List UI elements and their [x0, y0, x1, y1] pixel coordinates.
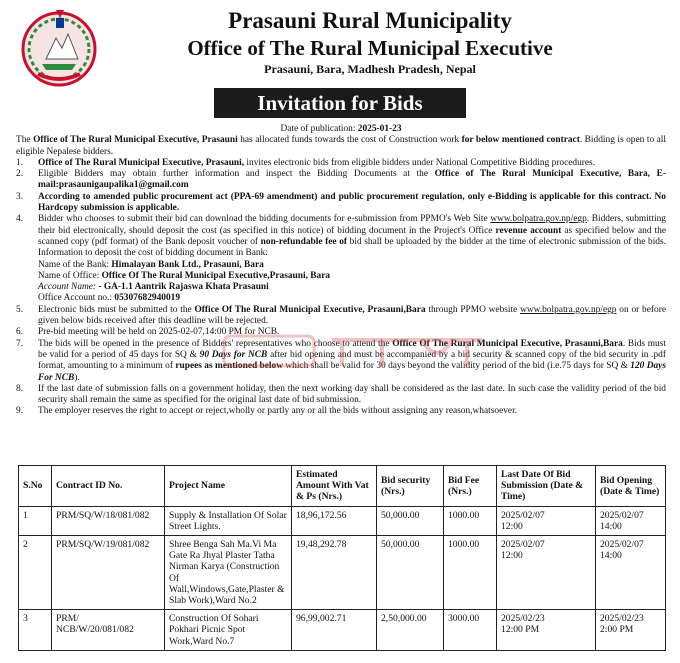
table-cell: 2025/02/23 2:00 PM — [596, 610, 666, 651]
item-bold: revenue account — [495, 225, 562, 236]
list-item — [16, 214, 666, 304]
item-bold-italic: 90 Days for NCB — [199, 349, 268, 360]
col-sno: S.No — [19, 466, 52, 507]
item-text: Pre-bid meeting will be held on 2025-02-07,14:00 PM for NCB. — [38, 327, 280, 338]
table-cell: 2025/02/07 12:00 — [497, 536, 596, 610]
pub-date-label: Date of publication: — [280, 124, 358, 134]
item-bold: Office of The Rural Municipal Executive, Prasauni, — [38, 157, 245, 168]
item-bold: rupees as mentioned below — [175, 361, 283, 372]
item-number: 6. — [16, 327, 24, 338]
table-cell: PRM/SQ/W/18/081/082 — [52, 506, 165, 535]
item-bold: According to amended public procurement act (PPA-69 amendment) and public procurement regulation, only e-Bidding is applicable for this contract. No Hardcopy submission is applicable. — [38, 191, 666, 214]
item-text: The bids will be opened in the presence of Bidders' representatives who choose to attend the — [38, 338, 393, 349]
pub-date-value: 2025-01-23 — [357, 124, 402, 134]
bank-details — [38, 260, 666, 305]
item-text: . Bids must be valid for a period of 45 days for SQ & — [38, 338, 666, 360]
table-cell: 50,000.00 — [377, 506, 444, 535]
table-row — [19, 610, 666, 651]
table-cell: 2025/02/23 12:00 PM — [497, 610, 596, 651]
item-text: bid shall be uploaded by the bidder at the time of electronic submission of the bids. Information to deposit the cost of bidding document in Bank: — [38, 236, 666, 259]
item-text: Eligible Bidders may obtain further information and inspect the Bidding Documents at the — [38, 169, 435, 180]
item-bold: non-refundable fee of — [260, 236, 348, 247]
col-contract-id: Contract ID No. — [52, 466, 165, 507]
table-cell: 19,48,292.78 — [292, 536, 377, 610]
col-project-name: Project Name — [165, 466, 292, 507]
account-no-label: Office Account no.: — [38, 293, 115, 304]
item-bold-italic: 120 Days For NCB — [38, 361, 666, 383]
item-text: If the last date of submission falls on a government holiday, then the next working day shall be considered as the last date. In such case the validity period of the bid security shall remain the same as specified for the original last date of bid submission. — [38, 383, 666, 406]
table-cell: 2 — [19, 536, 52, 610]
list-item — [16, 158, 666, 169]
office-name: Office Of The Rural Municipal Executive,Prasauni, Bara — [101, 270, 331, 281]
publication-date — [16, 124, 666, 135]
item-bold: Office Of The Rural Municipal Executive, Prasauni,Bara — [392, 338, 623, 349]
watermark-logo-icon — [222, 330, 492, 372]
item-number: 5. — [16, 304, 24, 315]
item-text: after bid opening and must be accompanied by a bid security & scanned copy of the bid security in .pdf format, amounting to a minimum of — [38, 349, 666, 372]
intro-paragraph — [16, 135, 666, 158]
intro-text: The — [16, 135, 34, 146]
item-text: through PPMO website — [425, 304, 521, 315]
table-cell: Shree Benga Sah Ma.Vi Ma Gate Ra Jhyal Plaster Tatha Nirman Karya (Construction Of Wall,Windows,Gate,Plaster & Slab Work),Ward No.2 — [165, 536, 292, 610]
item-text: as specified below and the scanned copy (pdf format) of the Bank deposit voucher of — [38, 225, 667, 247]
item-number: 7. — [16, 338, 24, 349]
table-cell: 50,000.00 — [377, 536, 444, 610]
item-number: 3. — [16, 191, 24, 202]
item-text: Bidder who chooses to submit their bid can download the bidding documents for e-submission from PPMO's Web Site — [38, 214, 491, 225]
table-cell: Supply & Installation Of Solar Street Lights. — [165, 506, 292, 535]
bank-name: Himalayan Bank Ltd., Prasauni, Bara — [111, 259, 264, 270]
item-text: invites electronic bids from eligible bidders under National Competitive Bidding procedures. — [244, 157, 596, 168]
table-cell: PRM/SQ/W/19/081/082 — [52, 536, 165, 610]
table-cell: 2,50,000.00 — [377, 610, 444, 651]
table-cell: 96,99,002.71 — [292, 610, 377, 651]
table-header-row — [19, 466, 666, 507]
account-no: 05307682940019 — [114, 293, 180, 304]
col-last-date: Last Date Of Bid Submission (Date & Time) — [497, 466, 596, 507]
table-cell: 18,96,172.56 — [292, 506, 377, 535]
table-cell: 1 — [19, 506, 52, 535]
item-text: which shall be valid for 30 days beyond the validity period of the bid (i.e.75 days for SQ & — [283, 361, 631, 372]
item-number: 2. — [16, 169, 24, 180]
bank-label: Name of the Bank: — [38, 259, 112, 270]
table-cell: 1000.00 — [444, 536, 497, 610]
item-number: 9. — [16, 406, 24, 417]
intro-bold: for below mentioned contract — [461, 135, 580, 146]
office-title: Office of The Rural Municipal Executive — [187, 36, 553, 60]
item-text: Electronic bids must be submitted to the — [38, 304, 195, 315]
col-bid-security: Bid security (Nrs.) — [377, 466, 444, 507]
col-estimated-amount: Estimated Amount With Vat & Ps (Nrs.) — [292, 466, 377, 507]
notice-header — [0, 0, 680, 88]
col-bid-fee: Bid Fee (Nrs.) — [444, 466, 497, 507]
item-number: 1. — [16, 157, 24, 168]
municipality-title: Prasauni Rural Municipality — [228, 8, 512, 33]
intro-office: Office of The Rural Municipal Executive, Prasauni — [33, 135, 238, 146]
table-cell: PRM/ NCB/W/20/081/082 — [52, 610, 165, 651]
bolpatra-link[interactable]: www.bolpatra.gov.np/egp — [520, 304, 617, 315]
account-name-label: Account Name: — [38, 282, 99, 293]
notice-list — [16, 158, 666, 418]
item-number: 8. — [16, 383, 24, 394]
item-text: ). — [74, 372, 80, 383]
table-row — [19, 536, 666, 610]
address-line: Prasauni, Bara, Madhesh Pradesh, Nepal — [264, 62, 476, 76]
table-cell: 2025/02/07 14:00 — [596, 506, 666, 535]
item-bold: Office of The Rural Municipal Executive, Bara, E-mail:prasaunigaupalika1@gmail.com — [38, 169, 666, 191]
office-label: Name of Office: — [38, 270, 102, 281]
table-row — [19, 506, 666, 535]
table-cell: 1000.00 — [444, 506, 497, 535]
contracts-table — [18, 465, 666, 651]
table-cell: 3000.00 — [444, 610, 497, 651]
item-text: The employer reserves the right to accept or reject,wholly or partly any or all the bids without assigning any reason,whatsoever. — [38, 406, 518, 417]
bolpatra-link[interactable]: www.bolpatra.gov.np/egp — [490, 214, 587, 225]
col-bid-opening: Bid Opening (Date & Time) — [596, 466, 666, 507]
list-item — [16, 406, 666, 417]
list-item — [16, 384, 666, 407]
item-number: 4. — [16, 214, 24, 225]
list-item — [16, 192, 666, 215]
item-bold: Office Of The Rural Municipal Executive, Prasauni,Bara — [194, 304, 426, 315]
list-item — [16, 169, 666, 192]
table-cell: 3 — [19, 610, 52, 651]
item-text: on or before given below bids received after this deadline will be rejected. — [38, 304, 666, 327]
item-text: . Bidders, submitting their bid electronically, should deposit the cost (as specified in this notice) of bidding document in the Project's Office — [38, 214, 666, 236]
list-item — [16, 305, 666, 328]
table-cell: 2025/02/07 14:00 — [596, 536, 666, 610]
table-cell: 2025/02/07 12:00 — [497, 506, 596, 535]
account-name: - GA-1.1 Aantrik Rajaswa Khata Prasauni — [98, 282, 269, 293]
intro-text: has allocated funds towards the cost of Construction work — [237, 135, 462, 146]
invitation-banner: Invitation for Bids — [214, 88, 466, 118]
table-cell: Construction Of Sohari Pokhari Picnic Spot Work,Ward No.7 — [165, 610, 292, 651]
intro-text: . Bidding is open to all eligible Nepalese bidders. — [16, 135, 666, 157]
notice-body — [16, 124, 666, 418]
